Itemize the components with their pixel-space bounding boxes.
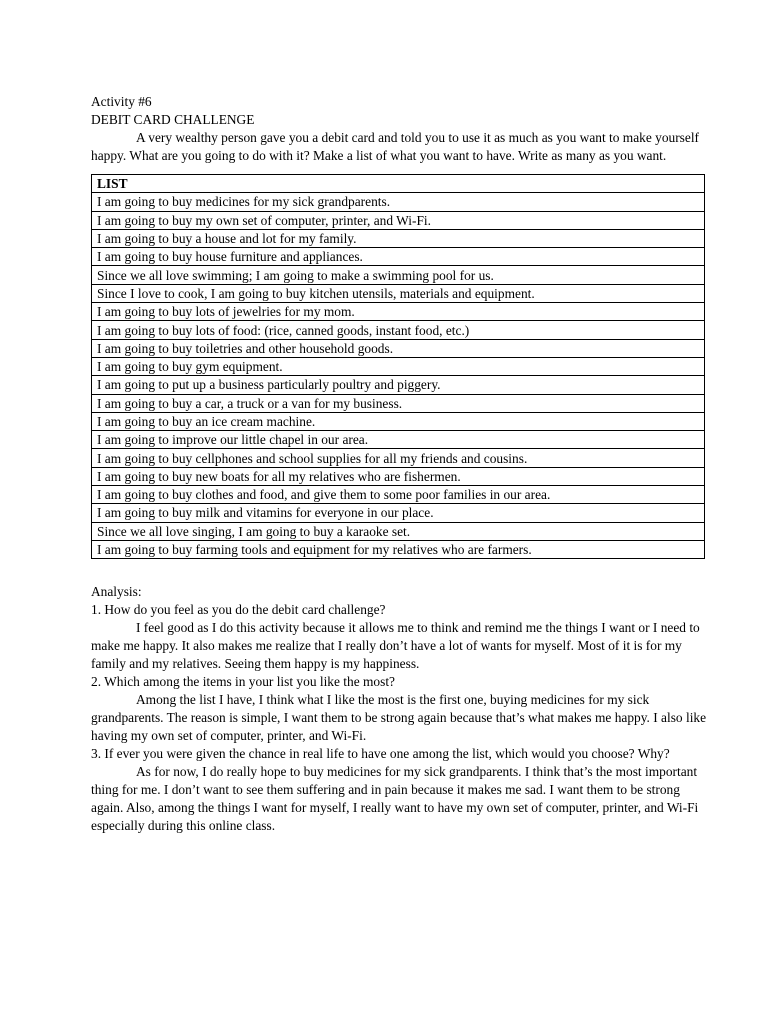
table-row (92, 339, 705, 357)
table-row (92, 431, 705, 449)
question-3: 3. If ever you were given the chance in real life to have one among the list, which would you choose? Why? (91, 746, 670, 762)
table-row (92, 540, 705, 558)
table-row (92, 211, 705, 229)
table-row (92, 504, 705, 522)
list-item: I am going to buy clothes and food, and give them to some poor families in our area. (92, 486, 705, 504)
table-row (92, 467, 705, 485)
list-header: LIST (92, 175, 705, 193)
table-row (92, 193, 705, 211)
table-row (92, 284, 705, 302)
list-item: Since we all love singing, I am going to buy a karaoke set. (92, 522, 705, 540)
analysis-label: Analysis: (91, 584, 142, 600)
table-row (92, 394, 705, 412)
list-item: Since we all love swimming; I am going to make a swimming pool for us. (92, 266, 705, 284)
list-item: Since I love to cook, I am going to buy kitchen utensils, materials and equipment. (92, 284, 705, 302)
list-item: I am going to put up a business particularly poultry and piggery. (92, 376, 705, 394)
list-item: I am going to buy cellphones and school supplies for all my friends and cousins. (92, 449, 705, 467)
table-row (92, 486, 705, 504)
table-header-row (92, 175, 705, 193)
question-2: 2. Which among the items in your list you like the most? (91, 674, 395, 690)
answer-2: Among the list I have, I think what I like the most is the first one, buying medicines for my sick grandparents. The reason is simple, I want them to be strong again because that’s what makes me happy. I also like having my own set of computer, printer, and Wi-Fi. (91, 692, 707, 744)
table-row (92, 357, 705, 375)
table-row (92, 449, 705, 467)
table-row (92, 248, 705, 266)
list-item: I am going to buy gym equipment. (92, 357, 705, 375)
wish-list-table (91, 174, 705, 559)
document-title: DEBIT CARD CHALLENGE (91, 112, 255, 127)
list-item: I am going to buy my own set of computer, printer, and Wi-Fi. (92, 211, 705, 229)
table-row (92, 321, 705, 339)
question-1: 1. How do you feel as you do the debit card challenge? (91, 602, 386, 618)
list-item: I am going to buy lots of jewelries for my mom. (92, 303, 705, 321)
table-row (92, 412, 705, 430)
answer-3: As for now, I do really hope to buy medicines for my sick grandparents. I think that’s the most important thing for me. I don’t want to see them suffering and in pain because it makes me sad. I want them to be strong again. Also, among the things I want for myself, I really want to have my own set of computer, printer, and Wi-Fi especially during this online class. (91, 764, 699, 834)
table-row (92, 266, 705, 284)
table-row (92, 229, 705, 247)
list-item: I am going to buy new boats for all my relatives who are fishermen. (92, 467, 705, 485)
table-row (92, 303, 705, 321)
list-item: I am going to buy toiletries and other household goods. (92, 339, 705, 357)
table-row (92, 376, 705, 394)
intro-paragraph: A very wealthy person gave you a debit card and told you to use it as much as you want to make yourself happy. What are you going to do with it? Make a list of what you want to have. Write as many as you want. (91, 130, 700, 163)
document-content (91, 93, 707, 835)
list-item: I am going to improve our little chapel in our area. (92, 431, 705, 449)
list-item: I am going to buy milk and vitamins for everyone in our place. (92, 504, 705, 522)
list-item: I am going to buy farming tools and equipment for my relatives who are farmers. (92, 540, 705, 558)
list-item: I am going to buy house furniture and appliances. (92, 248, 705, 266)
activity-number: Activity #6 (91, 94, 152, 109)
answer-1: I feel good as I do this activity because it allows me to think and remind me the things I want or I need to make me happy. It also makes me realize that I really don’t have a lot of wants for myself. Most of it is for my family and my relatives. Seeing them happy is my happiness. (91, 620, 700, 672)
list-item: I am going to buy medicines for my sick grandparents. (92, 193, 705, 211)
list-item: I am going to buy a house and lot for my family. (92, 229, 705, 247)
table-row (92, 522, 705, 540)
list-item: I am going to buy a car, a truck or a van for my business. (92, 394, 705, 412)
list-item: I am going to buy an ice cream machine. (92, 412, 705, 430)
list-item: I am going to buy lots of food: (rice, canned goods, instant food, etc.) (92, 321, 705, 339)
